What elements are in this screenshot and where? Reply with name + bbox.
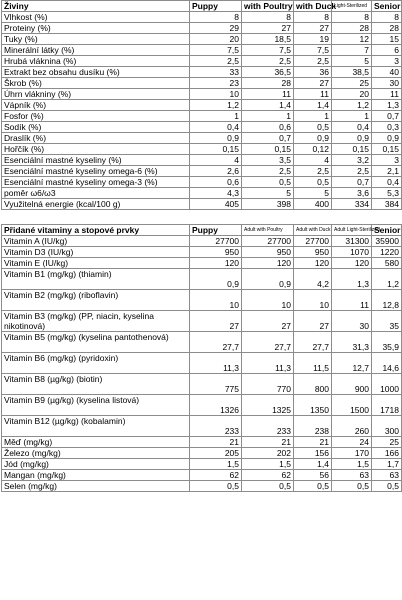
row-value: 0,5: [242, 481, 294, 492]
nutrients-table-body: [2, 12, 402, 210]
row-value: 0,7: [242, 133, 294, 144]
row-value: 4,2: [294, 269, 332, 290]
row-value: 120: [332, 258, 372, 269]
row-label: Minerální látky (%): [2, 45, 190, 56]
row-value: 398: [242, 199, 294, 210]
row-value: 12: [332, 34, 372, 45]
row-value: 1,4: [242, 100, 294, 111]
row-value: 27: [294, 78, 332, 89]
row-value: 12,7: [332, 353, 372, 374]
header-puppy-2: Puppy: [190, 225, 242, 236]
row-label: Hrubá vláknina (%): [2, 56, 190, 67]
row-value: 1,2: [190, 100, 242, 111]
row-value: 384: [372, 199, 402, 210]
row-value: 36: [294, 67, 332, 78]
row-value: 20: [190, 34, 242, 45]
row-value: 27: [242, 23, 294, 34]
row-value: 1070: [332, 247, 372, 258]
row-value: 1,5: [332, 459, 372, 470]
row-label: Vápník (%): [2, 100, 190, 111]
table-row: [2, 236, 402, 247]
table-row: [2, 269, 402, 290]
row-label: Vitamin B6 (mg/kg) (pyridoxin): [2, 353, 190, 374]
row-value: 0,5: [332, 481, 372, 492]
row-value: 0,5: [242, 177, 294, 188]
row-value: 30: [372, 78, 402, 89]
row-value: 10: [294, 290, 332, 311]
row-label: poměr ω6/ω3: [2, 188, 190, 199]
row-value: 1,2: [332, 100, 372, 111]
row-value: 1000: [372, 374, 402, 395]
row-value: 24: [332, 437, 372, 448]
row-value: 0,4: [372, 177, 402, 188]
table-row: [2, 311, 402, 332]
row-value: 2,1: [372, 166, 402, 177]
row-value: 11,5: [294, 353, 332, 374]
row-value: 0,9: [190, 269, 242, 290]
row-value: 21: [190, 437, 242, 448]
row-value: 7: [332, 45, 372, 56]
nutrients-header-row: [2, 1, 402, 12]
row-value: 7,5: [294, 45, 332, 56]
table-row: [2, 374, 402, 395]
row-label: Vlhkost (%): [2, 12, 190, 23]
row-label: Železo (mg/kg): [2, 448, 190, 459]
row-value: 0,5: [294, 122, 332, 133]
row-value: 0,15: [372, 144, 402, 155]
row-value: 120: [294, 258, 332, 269]
row-value: 166: [372, 448, 402, 459]
row-value: 3,5: [242, 155, 294, 166]
header-light-sterilized: Light-Sterilized: [332, 1, 372, 12]
row-value: 5: [332, 56, 372, 67]
row-value: 156: [294, 448, 332, 459]
row-value: 1: [332, 111, 372, 122]
row-value: 1,5: [242, 459, 294, 470]
table-row: [2, 459, 402, 470]
row-value: 950: [242, 247, 294, 258]
row-value: 36,5: [242, 67, 294, 78]
row-label: Esenciální mastné kyseliny (%): [2, 155, 190, 166]
row-value: 8: [294, 12, 332, 23]
row-value: 8: [242, 12, 294, 23]
row-value: 775: [190, 374, 242, 395]
row-label: Tuky (%): [2, 34, 190, 45]
table-row: [2, 23, 402, 34]
row-value: 63: [332, 470, 372, 481]
row-label: Vitamin B2 (mg/kg) (riboflavin): [2, 290, 190, 311]
row-value: 900: [332, 374, 372, 395]
row-value: 405: [190, 199, 242, 210]
row-label: Vitamin B12 (µg/kg) (kobalamin): [2, 416, 190, 437]
row-label: Vitamin D3 (IU/kg): [2, 247, 190, 258]
row-value: 3: [372, 155, 402, 166]
row-value: 2,6: [190, 166, 242, 177]
row-value: 3,2: [332, 155, 372, 166]
row-value: 27: [294, 23, 332, 34]
row-value: 0,7: [372, 111, 402, 122]
header-vitamins: Přidané vitaminy a stopové prvky: [2, 225, 190, 236]
header-nutrients: Živiny: [2, 1, 190, 12]
row-value: 170: [332, 448, 372, 459]
row-value: 334: [332, 199, 372, 210]
table-row: [2, 332, 402, 353]
table-row: [2, 437, 402, 448]
row-value: 27700: [242, 236, 294, 247]
row-value: 233: [190, 416, 242, 437]
table-row: [2, 45, 402, 56]
row-value: 0,15: [242, 144, 294, 155]
row-value: 27,7: [242, 332, 294, 353]
row-value: 260: [332, 416, 372, 437]
row-value: 300: [372, 416, 402, 437]
row-value: 0,15: [332, 144, 372, 155]
row-value: 4: [294, 155, 332, 166]
row-label: Využitelná energie (kcal/100 g): [2, 199, 190, 210]
table-row: [2, 144, 402, 155]
row-value: 2,5: [242, 166, 294, 177]
row-value: 0,6: [242, 122, 294, 133]
row-value: 38,5: [332, 67, 372, 78]
vitamins-table-body: [2, 236, 402, 492]
row-value: 1350: [294, 395, 332, 416]
row-value: 27: [242, 311, 294, 332]
row-value: 0,6: [190, 177, 242, 188]
row-value: 205: [190, 448, 242, 459]
row-label: Fosfor (%): [2, 111, 190, 122]
row-value: 0,9: [372, 133, 402, 144]
row-value: 0,5: [190, 481, 242, 492]
row-value: 11,3: [190, 353, 242, 374]
row-label: Esenciální mastné kyseliny omega-6 (%): [2, 166, 190, 177]
row-value: 0,3: [372, 122, 402, 133]
row-value: 23: [190, 78, 242, 89]
table-row: [2, 395, 402, 416]
row-value: 56: [294, 470, 332, 481]
row-value: 33: [190, 67, 242, 78]
row-value: 8: [372, 12, 402, 23]
table-row: [2, 100, 402, 111]
row-value: 233: [242, 416, 294, 437]
row-value: 28: [332, 23, 372, 34]
row-value: 21: [242, 437, 294, 448]
table-row: [2, 448, 402, 459]
row-label: Esenciální mastné kyseliny omega-3 (%): [2, 177, 190, 188]
row-value: 770: [242, 374, 294, 395]
header-with-duck: with Duck: [294, 1, 332, 12]
vitamins-table: [1, 224, 402, 492]
row-value: 0,9: [332, 133, 372, 144]
row-value: 1,5: [190, 459, 242, 470]
table-row: [2, 12, 402, 23]
row-label: Měď (mg/kg): [2, 437, 190, 448]
row-label: Proteiny (%): [2, 23, 190, 34]
table-row: [2, 470, 402, 481]
row-value: 0,15: [190, 144, 242, 155]
row-label: Vitamin A (IU/kg): [2, 236, 190, 247]
row-value: 8: [190, 12, 242, 23]
row-label: Sodík (%): [2, 122, 190, 133]
row-value: 3,6: [332, 188, 372, 199]
row-value: 21: [294, 437, 332, 448]
row-label: Vitamin B9 (µg/kg) (kyselina listová): [2, 395, 190, 416]
row-value: 1326: [190, 395, 242, 416]
row-value: 28: [372, 23, 402, 34]
row-label: Vitamin B8 (µg/kg) (biotin): [2, 374, 190, 395]
row-value: 1325: [242, 395, 294, 416]
row-value: 1: [190, 111, 242, 122]
row-value: 28: [242, 78, 294, 89]
row-label: Extrakt bez obsahu dusíku (%): [2, 67, 190, 78]
row-value: 10: [190, 290, 242, 311]
row-label: Vitamin B3 (mg/kg) (PP, niacin, kyselina nikotinová): [2, 311, 190, 332]
row-label: Selen (mg/kg): [2, 481, 190, 492]
row-value: 18,5: [242, 34, 294, 45]
row-value: 31,3: [332, 332, 372, 353]
row-value: 0,9: [294, 133, 332, 144]
row-label: Draslík (%): [2, 133, 190, 144]
row-value: 0,5: [294, 481, 332, 492]
row-value: 20: [332, 89, 372, 100]
row-value: 0,4: [332, 122, 372, 133]
row-value: 63: [372, 470, 402, 481]
row-value: 27,7: [294, 332, 332, 353]
row-label: Vitamin B1 (mg/kg) (thiamin): [2, 269, 190, 290]
row-value: 1: [242, 111, 294, 122]
header-adult-light-sterilized: Adult Light-Sterilized: [332, 225, 372, 236]
vitamins-header-row: [2, 225, 402, 236]
row-value: 11,3: [242, 353, 294, 374]
table-row: [2, 247, 402, 258]
nutrition-sheet: [1, 0, 401, 492]
row-value: 1,2: [372, 269, 402, 290]
row-value: 27700: [190, 236, 242, 247]
row-label: Jód (mg/kg): [2, 459, 190, 470]
row-value: 11: [372, 89, 402, 100]
table-row: [2, 67, 402, 78]
row-label: Vitamin E (IU/kg): [2, 258, 190, 269]
row-value: 6: [372, 45, 402, 56]
row-value: 1220: [372, 247, 402, 258]
table-row: [2, 166, 402, 177]
row-value: 3: [372, 56, 402, 67]
table-row: [2, 122, 402, 133]
header-adult-poultry: Adult with Poultry: [242, 225, 294, 236]
table-row: [2, 177, 402, 188]
row-value: 1,3: [372, 100, 402, 111]
row-value: 10: [190, 89, 242, 100]
row-value: 27,7: [190, 332, 242, 353]
row-value: 0,12: [294, 144, 332, 155]
row-value: 2,5: [242, 56, 294, 67]
row-value: 0,9: [190, 133, 242, 144]
row-value: 120: [190, 258, 242, 269]
row-value: 1718: [372, 395, 402, 416]
row-value: 7,5: [190, 45, 242, 56]
table-row: [2, 199, 402, 210]
table-row: [2, 155, 402, 166]
nutrients-table: [1, 0, 402, 210]
table-row: [2, 89, 402, 100]
row-value: 11: [294, 89, 332, 100]
row-value: 5: [242, 188, 294, 199]
row-label: Škrob (%): [2, 78, 190, 89]
row-value: 7,5: [242, 45, 294, 56]
row-value: 35900: [372, 236, 402, 247]
table-row: [2, 56, 402, 67]
row-value: 62: [190, 470, 242, 481]
table-row: [2, 290, 402, 311]
table-row: [2, 133, 402, 144]
row-label: Mangan (mg/kg): [2, 470, 190, 481]
row-value: 62: [242, 470, 294, 481]
row-value: 11: [242, 89, 294, 100]
row-value: 12,8: [372, 290, 402, 311]
row-value: 14,6: [372, 353, 402, 374]
table-row: [2, 34, 402, 45]
row-value: 2,5: [294, 56, 332, 67]
row-value: 120: [242, 258, 294, 269]
table-row: [2, 188, 402, 199]
row-value: 580: [372, 258, 402, 269]
table-row: [2, 78, 402, 89]
row-value: 1,7: [372, 459, 402, 470]
table-gap: [1, 210, 401, 224]
table-row: [2, 111, 402, 122]
row-value: 40: [372, 67, 402, 78]
row-value: 1,4: [294, 459, 332, 470]
row-value: 27: [190, 311, 242, 332]
row-value: 2,5: [190, 56, 242, 67]
row-value: 400: [294, 199, 332, 210]
row-value: 19: [294, 34, 332, 45]
table-row: [2, 416, 402, 437]
row-value: 1: [294, 111, 332, 122]
row-value: 5: [294, 188, 332, 199]
row-value: 11: [332, 290, 372, 311]
row-value: 10: [242, 290, 294, 311]
row-value: 0,5: [294, 177, 332, 188]
header-with-poultry: with Poultry: [242, 1, 294, 12]
row-value: 1,4: [294, 100, 332, 111]
row-value: 1,3: [332, 269, 372, 290]
row-label: Hořčík (%): [2, 144, 190, 155]
row-value: 0,4: [190, 122, 242, 133]
row-value: 4: [190, 155, 242, 166]
row-value: 29: [190, 23, 242, 34]
header-puppy: Puppy: [190, 1, 242, 12]
row-value: 2,5: [294, 166, 332, 177]
header-adult-duck: Adult with Duck: [294, 225, 332, 236]
row-label: Vitamin B5 (mg/kg) (kyselina pantothenová): [2, 332, 190, 353]
row-value: 31300: [332, 236, 372, 247]
row-value: 950: [294, 247, 332, 258]
table-row: [2, 258, 402, 269]
row-value: 5,3: [372, 188, 402, 199]
row-value: 25: [372, 437, 402, 448]
row-value: 15: [372, 34, 402, 45]
table-row: [2, 353, 402, 374]
header-senior: Senior: [372, 1, 402, 12]
row-value: 4,3: [190, 188, 242, 199]
table-row: [2, 481, 402, 492]
row-label: Úhrn vlákniny (%): [2, 89, 190, 100]
header-senior-2: Senior: [372, 225, 402, 236]
row-value: 800: [294, 374, 332, 395]
row-value: 8: [332, 12, 372, 23]
row-value: 238: [294, 416, 332, 437]
row-value: 0,9: [242, 269, 294, 290]
row-value: 35,9: [372, 332, 402, 353]
row-value: 202: [242, 448, 294, 459]
row-value: 30: [332, 311, 372, 332]
row-value: 0,5: [372, 481, 402, 492]
row-value: 950: [190, 247, 242, 258]
row-value: 27: [294, 311, 332, 332]
row-value: 25: [332, 78, 372, 89]
row-value: 2,5: [332, 166, 372, 177]
row-value: 35: [372, 311, 402, 332]
row-value: 1500: [332, 395, 372, 416]
row-value: 0,7: [332, 177, 372, 188]
row-value: 27700: [294, 236, 332, 247]
